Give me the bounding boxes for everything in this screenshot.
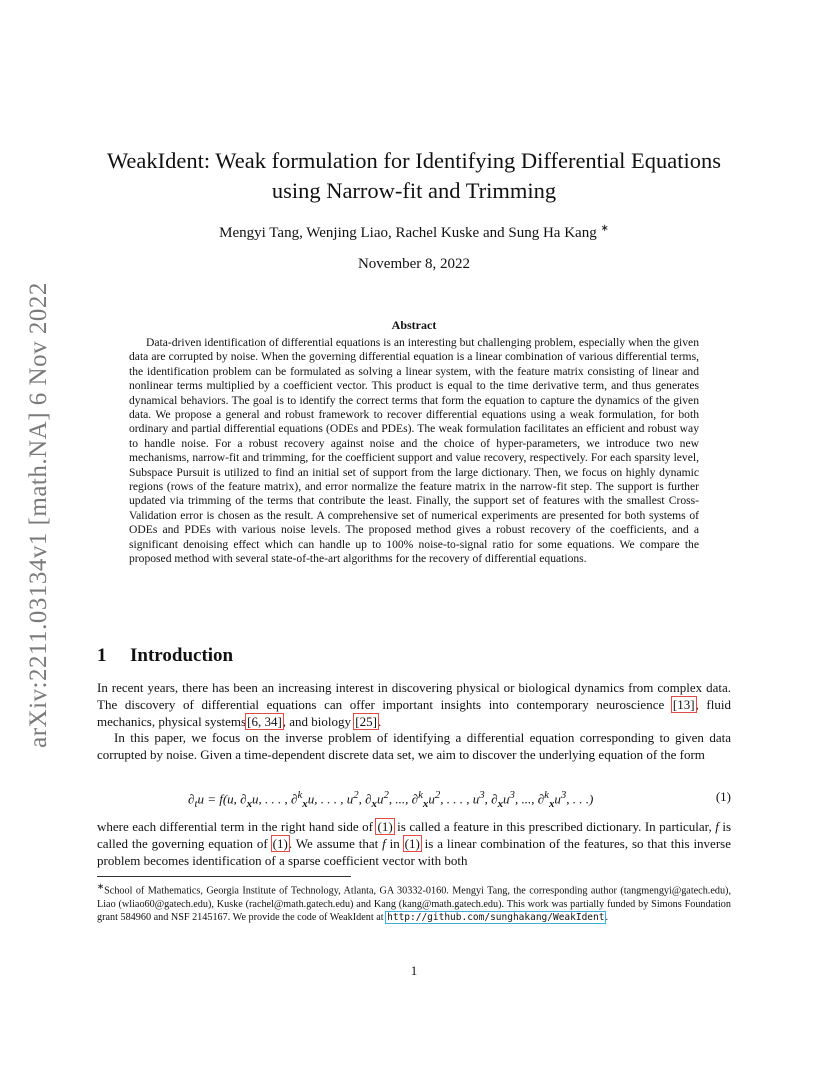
page-number: 1 xyxy=(410,963,418,978)
author-footnote-mark[interactable]: ∗ xyxy=(600,223,609,234)
paper-date: November 8, 2022 xyxy=(357,256,471,272)
equation-content: $\partial_tu = f(u$, $\partial_xu$, . . . , ∂$^k_x$u, . . . , $u^2$, $\partial_xu^2$, ..., $\partial^k_xu^2$, . . . , $u^3$, $\partial_xu^3$, ..., $\partial^k_xu^3$, . . .) xyxy=(188,789,594,810)
paper-title: WeakIdent: Weak formulation for Identifying Differential Equations using Narrow-fit and Trimming xyxy=(106,148,722,203)
intro-text: In recent years, there has been an increasing interest in discovering physical or biological dynamics from complex data. The discovery of differential equations can offer important insights into contemporary neuroscience xyxy=(97,680,731,712)
math-symbol: f xyxy=(382,835,386,851)
equation-ref-link[interactable]: (1) xyxy=(404,835,420,851)
equation-ref-link[interactable]: (1) xyxy=(272,835,288,851)
intro-text: . We assume that xyxy=(288,835,383,851)
abstract-heading: Abstract xyxy=(391,318,437,332)
code-link[interactable]: http://github.com/sunghakang/WeakIdent xyxy=(387,911,605,923)
intro-text: is called the governing equation of xyxy=(97,819,731,851)
footnote-text: . xyxy=(605,911,609,923)
footnote-divider xyxy=(97,876,351,877)
section-heading xyxy=(97,645,233,667)
intro-text: , and biology xyxy=(282,713,355,729)
intro-text: , fluid mechanics, physical systems xyxy=(97,696,731,729)
author-line xyxy=(97,223,731,242)
abstract-body: Data-driven identification of differential equations is an interesting but challenging problem, especially when the given data are corrupted by noise. When the governing differential equation is a linear combination of various differential terms, the identification problem can be formulated as solving a linear system, with the feature matrix consisting of linear and nonlinear terms multiplied by a coefficient vector. This product is equal to the time derivative term, and thus generates dynamical behaviors. The goal is to identify the correct terms that form the equation to capture the dynamics of the given data. We propose a general and robust framework to recover differential equations using a weak formulation, for both ordinary and partial differential equations (ODEs and PDEs). The weak formulation facilitates an efficient and robust way to handle noise. For a robust recovery against noise and the choice of hyper-parameters, we introduce two new mechanisms, narrow-fit and trimming, for the coefficient support and value recovery, respectively. For each sparsity level, Subspace Pursuit is utilized to find an initial set of support from the large dictionary. Then, we focus on highly dynamic regions (rows of the feature matrix), and error normalize the feature matrix in the narrow-fit step. The support is further updated via trimming of the terms that contribute the least. Finally, the support set of features with the smallest Cross-Validation error is chosen as the result. A comprehensive set of numerical experiments are presented for both systems of ODEs and PDEs with various noise levels. The proposed method gives a robust recovery of the coefficients, and a significant denoising effect which can handle up to 100% noise-to-signal ratio for some equations. We compare the proposed method with several state-of-the-art algorithms for the recovery of differential equations. xyxy=(129,336,699,566)
footnote xyxy=(97,880,731,924)
footnote-text: School of Mathematics, Georgia Institute of Technology, Atlanta, GA 30332-0160. Mengyi Tang, the corresponding author (tangmengyi@gatech.edu), Liao (wliao60@gatech.edu), Kuske (rachel@math.gatech.edu) and Kang (kang@math.gatech.edu). This work was partially funded by Simons Foundation grant 584960 and NSF 2145167. We provide the code of WeakIdent at xyxy=(97,885,731,923)
arxiv-stamp xyxy=(24,265,54,765)
intro-paragraph-2: In this paper, we focus on the inverse problem of identifying a differential equation corresponding to given data corrupted by noise. Given a time-dependent discrete data set, we aim to discover the underlying equation of the form xyxy=(97,730,731,762)
section-number: 1 xyxy=(97,645,107,666)
equation-number: (1) xyxy=(715,789,731,804)
intro-text: where each differential term in the right hand side of xyxy=(97,819,377,834)
citation-link[interactable]: [13] xyxy=(672,696,695,712)
intro-text: is a linear combination of the features, so that this inverse problem becomes identification of a sparse coefficient vector with both xyxy=(97,835,731,868)
citation-link[interactable]: [6, 34] xyxy=(247,713,282,729)
section-title: Introduction xyxy=(130,645,234,666)
intro-text: . xyxy=(377,713,382,729)
footnote-mark: ∗ xyxy=(97,881,105,891)
equation-1 xyxy=(97,789,731,809)
arxiv-id: arXiv:2211.03134v1 [math.NA] 6 Nov 2022 xyxy=(25,282,52,748)
intro-paragraph-3 xyxy=(97,819,731,870)
intro-paragraph-1 xyxy=(97,680,731,731)
equation-ref-link[interactable]: (1) xyxy=(377,819,393,834)
citation-link[interactable]: [25] xyxy=(355,713,377,729)
math-symbol: f xyxy=(715,819,719,834)
intro-text: is called a feature in this prescribed dictionary. In particular, xyxy=(393,819,716,834)
intro-text: in xyxy=(385,835,404,851)
authors: Mengyi Tang, Wenjing Liao, Rachel Kuske and Sung Ha Kang xyxy=(219,225,597,241)
